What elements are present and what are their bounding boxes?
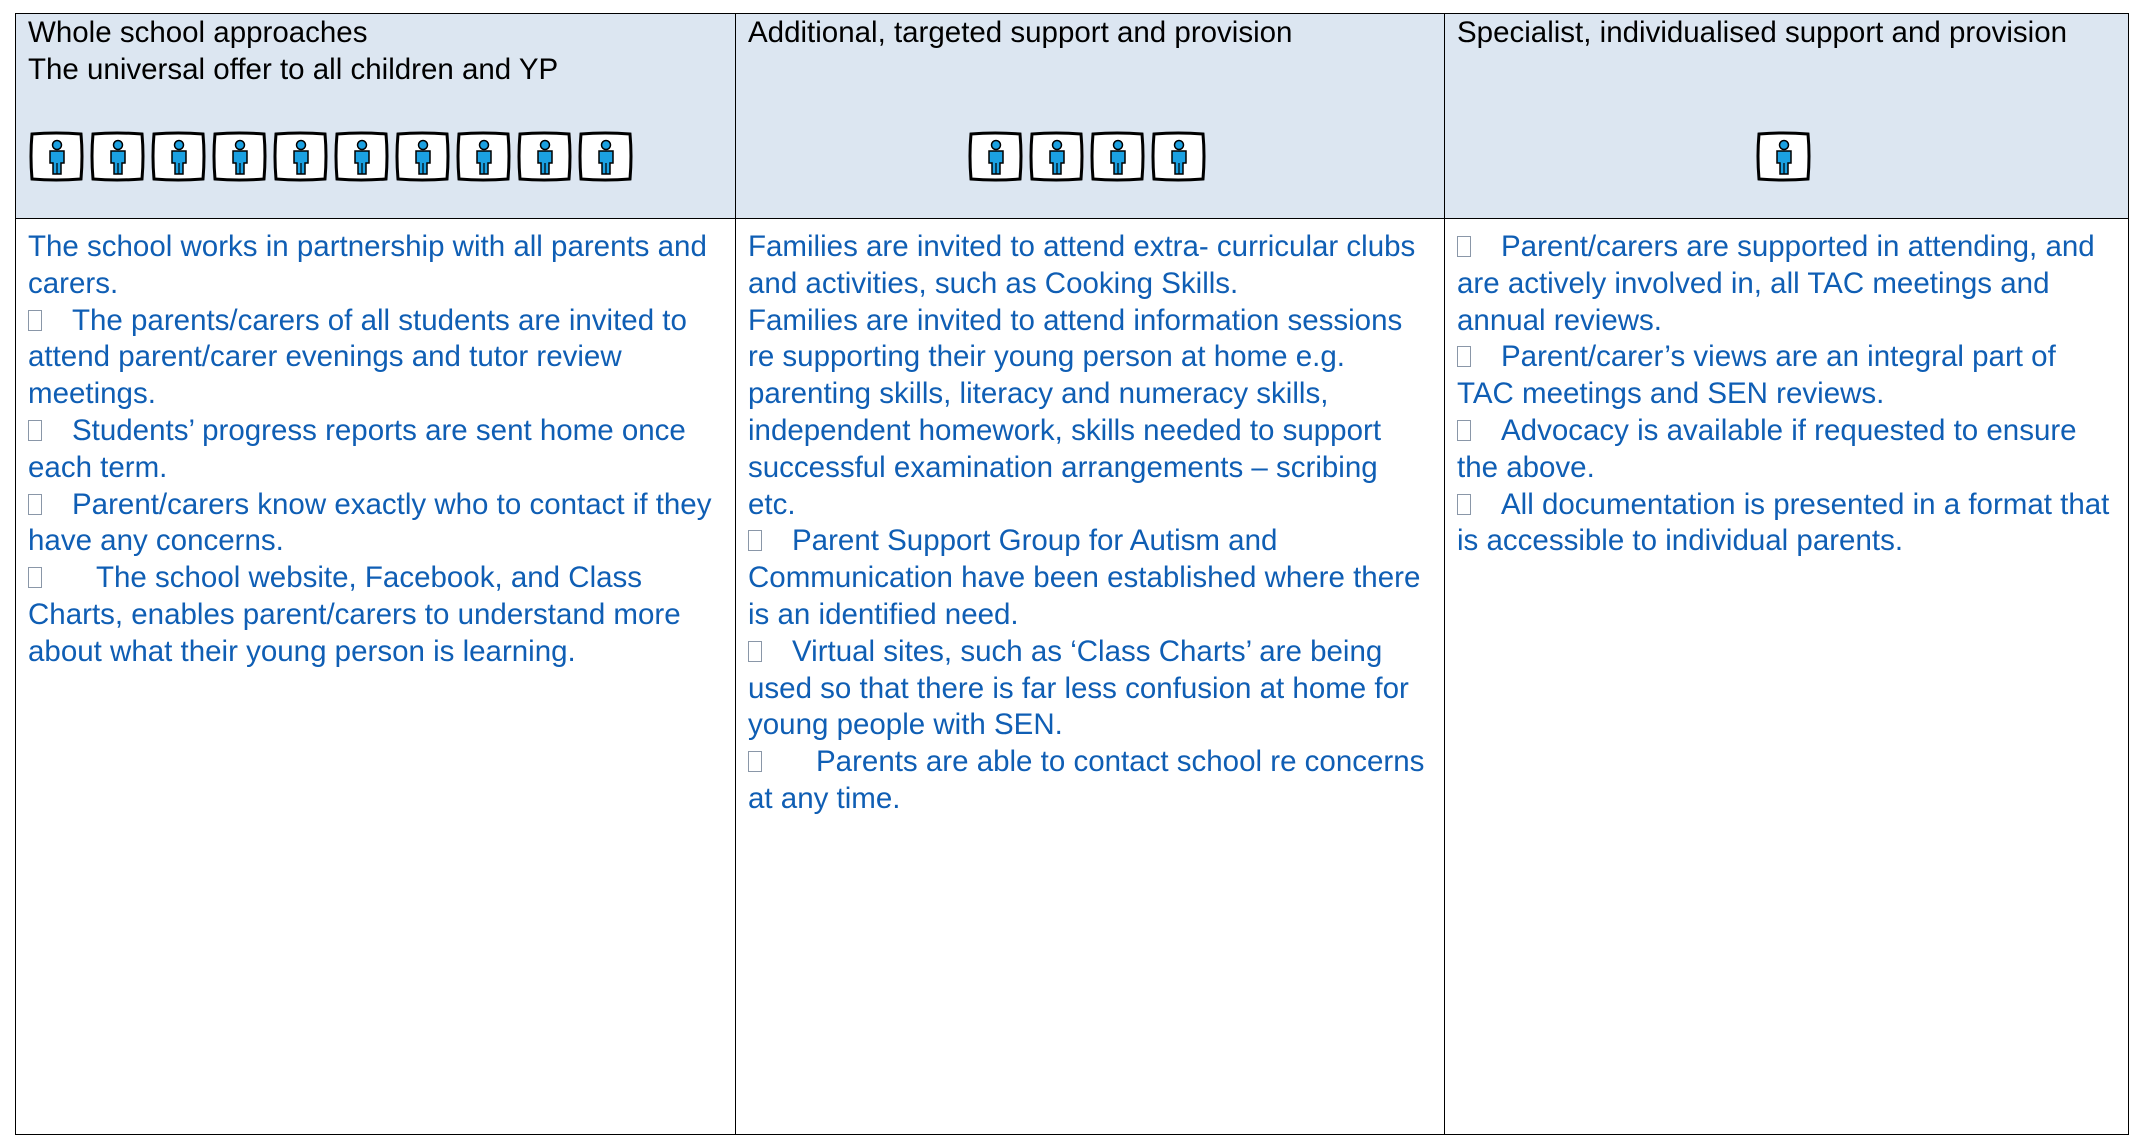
checkbox-bullet-icon [28,420,42,441]
item-text: Parent/carers know exactly who to contact if they have any concerns. [28,487,712,558]
checkbox-bullet-icon [1457,346,1471,367]
person-icon [1089,130,1146,183]
people-group [748,127,1430,187]
column-heading: Whole school approaches The universal offer to all children and YP [28,16,559,86]
person-icon [1755,130,1812,183]
item-text: Advocacy is available if requested to ensure the above. [1457,413,2077,484]
person-icon [394,130,451,183]
item-text: The school website, Facebook, and Class Charts, enables parent/carers to understand more about what their young person is learning. [28,561,681,668]
content-row [16,219,2129,1135]
person-icon [577,130,634,183]
item-text: Families are invited to attend extra- curricular clubs and activities, such as Cooking Skills. [748,230,1416,300]
person-icon [516,130,573,183]
person-icon [1028,130,1085,183]
person-icon [967,130,1024,183]
bullet-item [748,523,1430,633]
provision-table [15,13,2129,1135]
person-icon [28,130,85,183]
person-icon [333,130,390,183]
cell-content [1457,229,2114,560]
checkbox-bullet-icon [1457,236,1471,257]
bullet-item [1457,413,2114,487]
checkbox-bullet-icon [28,494,42,515]
paragraph [748,229,1430,303]
item-text: Parents are able to contact school re concerns at any time. [748,745,1425,815]
item-text: Parent Support Group for Autism and Communication have been established where there is an identified need. [748,524,1421,631]
item-text: Families are invited to attend information sessions re supporting their young person at home e.g. parenting skills, literacy and numeracy skills, independent homework, skills needed to support successful examination arrangements – scribing etc. [748,303,1403,521]
bullet-item [748,634,1430,744]
item-text: All documentation is presented in a format that is accessible to individual parents. [1457,487,2110,558]
people-group [1457,127,2114,187]
checkbox-bullet-icon [28,567,42,588]
header-cell-whole-school [16,14,736,219]
checkbox-bullet-icon [748,751,762,772]
bullet-item [28,303,721,413]
header-cell-specialist [1445,14,2129,219]
column-heading: Specialist, individualised support and provision [1457,16,2068,49]
content-cell-targeted [736,219,1445,1135]
checkbox-bullet-icon [748,641,762,662]
person-icon [211,130,268,183]
item-text: Parent/carers are supported in attending, and are actively involved in, all TAC meetings and annual reviews. [1457,230,2095,337]
bullet-item [28,413,721,487]
item-text: Parent/carer’s views are an integral part of TAC meetings and SEN reviews. [1457,340,2056,411]
item-text: The parents/carers of all students are invited to attend parent/carer evenings and tutor review meetings. [28,303,687,411]
cell-content [28,229,721,671]
checkbox-bullet-icon [28,310,42,331]
header-row [16,14,2129,219]
people-group [28,127,721,187]
paragraph [748,303,1430,524]
checkbox-bullet-icon [1457,420,1471,441]
person-icon [272,130,329,183]
item-text: Virtual sites, such as ‘Class Charts’ are being used so that there is far less confusion at home for young people with SEN. [748,634,1409,742]
bullet-item [28,560,721,670]
checkbox-bullet-icon [748,530,762,551]
content-cell-whole-school [16,219,736,1135]
cell-content [748,229,1430,818]
bullet-item [1457,339,2114,413]
person-icon [455,130,512,183]
paragraph [28,229,721,303]
bullet-item [28,487,721,561]
person-icon [150,130,207,183]
item-text: Students’ progress reports are sent home once each term. [28,413,686,484]
person-icon [89,130,146,183]
person-icon [1150,130,1207,183]
bullet-item [1457,487,2114,561]
checkbox-bullet-icon [1457,494,1471,515]
item-text: The school works in partnership with all parents and carers. [28,230,707,300]
content-cell-specialist [1445,219,2129,1135]
header-cell-targeted [736,14,1445,219]
bullet-item [748,744,1430,818]
bullet-item [1457,229,2114,339]
column-heading: Additional, targeted support and provision [748,16,1293,49]
